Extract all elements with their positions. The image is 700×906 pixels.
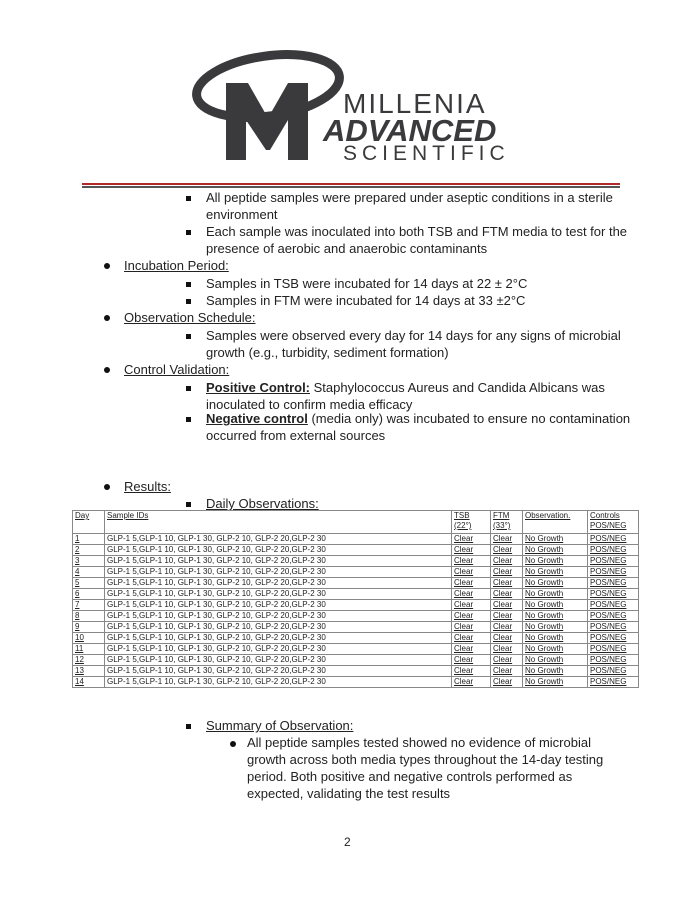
square-bullet-icon: [186, 334, 191, 339]
tsb-cell: Clear: [452, 622, 491, 633]
ftm-cell: Clear: [491, 666, 523, 677]
prep-bullet-1-line2: environment: [206, 207, 278, 222]
controls-cell: POS/NEG: [588, 655, 639, 666]
controls-cell: POS/NEG: [588, 644, 639, 655]
controls-cell: POS/NEG: [588, 556, 639, 567]
controls-cell: POS/NEG: [588, 633, 639, 644]
daily-observations-heading: Daily Observations:: [206, 496, 319, 511]
sample-ids-cell: GLP-1 5,GLP-1 10, GLP-1 30, GLP-2 10, GLP-2 20,GLP-2 30: [105, 545, 452, 556]
sample-ids-cell: GLP-1 5,GLP-1 10, GLP-1 30, GLP-2 10, GLP-2 20,GLP-2 30: [105, 578, 452, 589]
summary-line-4: expected, validating the test results: [247, 786, 451, 801]
header-controls: Controls POS/NEG: [588, 511, 639, 534]
positive-control-line1: [206, 379, 605, 396]
tsb-cell: Clear: [452, 534, 491, 545]
observation-cell: No Growth: [523, 611, 588, 622]
table-row: [73, 600, 639, 611]
square-bullet-icon: [186, 196, 191, 201]
controls-cell: POS/NEG: [588, 578, 639, 589]
table-row: [73, 633, 639, 644]
sample-ids-cell: GLP-1 5,GLP-1 10, GLP-1 30, GLP-2 10, GLP-2 20,GLP-2 30: [105, 644, 452, 655]
table-row: [73, 556, 639, 567]
ftm-cell: Clear: [491, 611, 523, 622]
logo-text-millenia: MILLENIA: [343, 88, 487, 119]
observation-cell: No Growth: [523, 567, 588, 578]
prep-bullet-1-line1: All peptide samples were prepared under aseptic conditions in a sterile: [206, 190, 613, 205]
ftm-cell: Clear: [491, 545, 523, 556]
table-row: [73, 644, 639, 655]
prep-bullet-2-line2: presence of aerobic and anaerobic contaminants: [206, 241, 488, 256]
incubation-item-2: Samples in FTM were incubated for 14 days at 33 ±2°C: [206, 293, 526, 308]
observation-cell: No Growth: [523, 644, 588, 655]
tsb-cell: Clear: [452, 666, 491, 677]
ftm-cell: Clear: [491, 633, 523, 644]
negative-control-line2: occurred from external sources: [206, 428, 386, 443]
table-row: [73, 611, 639, 622]
tsb-cell: Clear: [452, 677, 491, 688]
square-bullet-icon: [186, 386, 191, 391]
sample-ids-cell: GLP-1 5,GLP-1 10, GLP-1 30, GLP-2 10, GLP-2 20,GLP-2 30: [105, 677, 452, 688]
results-heading: Results:: [124, 479, 171, 494]
header-day: Day: [73, 511, 105, 534]
observation-cell: No Growth: [523, 600, 588, 611]
day-cell: 14: [73, 677, 105, 688]
day-cell: 3: [73, 556, 105, 567]
square-bullet-icon: [186, 299, 191, 304]
day-cell: 10: [73, 633, 105, 644]
summary-line-2: growth across both media types throughout the 14-day testing: [247, 752, 604, 767]
page-number: 2: [344, 835, 351, 849]
tsb-cell: Clear: [452, 600, 491, 611]
observation-cell: No Growth: [523, 677, 588, 688]
table-row: [73, 655, 639, 666]
controls-cell: POS/NEG: [588, 677, 639, 688]
table-header-row: [73, 511, 639, 534]
negative-control-line1: [206, 410, 630, 427]
header-sample-ids: Sample IDs: [105, 511, 452, 534]
ftm-cell: Clear: [491, 655, 523, 666]
day-cell: 6: [73, 589, 105, 600]
sample-ids-cell: GLP-1 5,GLP-1 10, GLP-1 30, GLP-2 10, GLP-2 20,GLP-2 30: [105, 600, 452, 611]
ftm-cell: Clear: [491, 600, 523, 611]
controls-cell: POS/NEG: [588, 622, 639, 633]
control-heading: Control Validation:: [124, 362, 230, 377]
controls-cell: POS/NEG: [588, 600, 639, 611]
table-row: [73, 589, 639, 600]
observation-cell: No Growth: [523, 666, 588, 677]
daily-observations-table: [72, 510, 639, 688]
observation-cell: No Growth: [523, 556, 588, 567]
positive-control-label: Positive Control:: [206, 380, 311, 395]
ftm-cell: Clear: [491, 677, 523, 688]
tsb-cell: Clear: [452, 556, 491, 567]
day-cell: 11: [73, 644, 105, 655]
negative-control-label: Negative control: [206, 411, 308, 426]
square-bullet-icon: [186, 230, 191, 235]
round-bullet-icon: [230, 741, 236, 747]
square-bullet-icon: [186, 502, 191, 507]
controls-cell: POS/NEG: [588, 589, 639, 600]
day-cell: 13: [73, 666, 105, 677]
observation-line1: Samples were observed every day for 14 days for any signs of microbial: [206, 328, 621, 343]
tsb-cell: Clear: [452, 545, 491, 556]
ftm-cell: Clear: [491, 622, 523, 633]
summary-line-3: period. Both positive and negative controls performed as: [247, 769, 573, 784]
tsb-cell: Clear: [452, 633, 491, 644]
tsb-cell: Clear: [452, 611, 491, 622]
header-rule-red: [82, 183, 620, 185]
day-cell: 8: [73, 611, 105, 622]
ftm-cell: Clear: [491, 567, 523, 578]
negative-control-text: (media only) was incubated to ensure no contamination: [307, 411, 631, 426]
observation-cell: No Growth: [523, 578, 588, 589]
sample-ids-cell: GLP-1 5,GLP-1 10, GLP-1 30, GLP-2 10, GLP-2 20,GLP-2 30: [105, 655, 452, 666]
square-bullet-icon: [186, 282, 191, 287]
tsb-cell: Clear: [452, 644, 491, 655]
square-bullet-icon: [186, 417, 191, 422]
observation-cell: No Growth: [523, 633, 588, 644]
tsb-cell: Clear: [452, 589, 491, 600]
table-row: [73, 677, 639, 688]
ftm-cell: Clear: [491, 578, 523, 589]
observation-cell: No Growth: [523, 589, 588, 600]
round-bullet-icon: [104, 484, 110, 490]
day-cell: 1: [73, 534, 105, 545]
day-cell: 12: [73, 655, 105, 666]
header-tsb: TSB (22°): [452, 511, 491, 534]
observation-cell: No Growth: [523, 655, 588, 666]
logo-text-advanced: ADVANCED: [323, 113, 497, 148]
controls-cell: POS/NEG: [588, 545, 639, 556]
day-cell: 7: [73, 600, 105, 611]
day-cell: 9: [73, 622, 105, 633]
incubation-heading: Incubation Period:: [124, 258, 229, 273]
controls-cell: POS/NEG: [588, 611, 639, 622]
observation-heading: Observation Schedule:: [124, 310, 256, 325]
table-row: [73, 534, 639, 545]
square-bullet-icon: [186, 724, 191, 729]
round-bullet-icon: [104, 367, 110, 373]
round-bullet-icon: [104, 315, 110, 321]
sample-ids-cell: GLP-1 5,GLP-1 10, GLP-1 30, GLP-2 10, GLP-2 20,GLP-2 30: [105, 611, 452, 622]
prep-bullet-2-line1: Each sample was inoculated into both TSB and FTM media to test for the: [206, 224, 628, 239]
logo-text-scientific: SCIENTIFIC: [343, 142, 510, 165]
summary-line-1: All peptide samples tested showed no evidence of microbial: [247, 735, 591, 750]
table-row: [73, 567, 639, 578]
observation-line2: growth (e.g., turbidity, sediment formation): [206, 345, 449, 360]
controls-cell: POS/NEG: [588, 534, 639, 545]
sample-ids-cell: GLP-1 5,GLP-1 10, GLP-1 30, GLP-2 10, GLP-2 20,GLP-2 30: [105, 666, 452, 677]
controls-cell: POS/NEG: [588, 567, 639, 578]
sample-ids-cell: GLP-1 5,GLP-1 10, GLP-1 30, GLP-2 10, GLP-2 20,GLP-2 30: [105, 589, 452, 600]
ftm-cell: Clear: [491, 644, 523, 655]
positive-control-text: Staphylococcus Aureus and Candida Albicans was: [310, 380, 605, 395]
day-cell: 5: [73, 578, 105, 589]
round-bullet-icon: [104, 263, 110, 269]
sample-ids-cell: GLP-1 5,GLP-1 10, GLP-1 30, GLP-2 10, GLP-2 20,GLP-2 30: [105, 622, 452, 633]
day-cell: 2: [73, 545, 105, 556]
summary-heading: Summary of Observation:: [206, 718, 354, 733]
table-row: [73, 545, 639, 556]
header-ftm: FTM (33°): [491, 511, 523, 534]
header-rule-dark: [82, 186, 620, 188]
controls-cell: POS/NEG: [588, 666, 639, 677]
sample-ids-cell: GLP-1 5,GLP-1 10, GLP-1 30, GLP-2 10, GLP-2 20,GLP-2 30: [105, 556, 452, 567]
ftm-cell: Clear: [491, 589, 523, 600]
tsb-cell: Clear: [452, 567, 491, 578]
table-row: [73, 578, 639, 589]
header-observation: Observation.: [523, 511, 588, 534]
tsb-cell: Clear: [452, 578, 491, 589]
table-row: [73, 666, 639, 677]
sample-ids-cell: GLP-1 5,GLP-1 10, GLP-1 30, GLP-2 10, GLP-2 20,GLP-2 30: [105, 633, 452, 644]
positive-control-line2: inoculated to confirm media efficacy: [206, 397, 413, 412]
observation-cell: No Growth: [523, 545, 588, 556]
sample-ids-cell: GLP-1 5,GLP-1 10, GLP-1 30, GLP-2 10, GLP-2 20,GLP-2 30: [105, 534, 452, 545]
sample-ids-cell: GLP-1 5,GLP-1 10, GLP-1 30, GLP-2 10, GLP-2 20,GLP-2 30: [105, 567, 452, 578]
incubation-item-1: Samples in TSB were incubated for 14 days at 22 ± 2°C: [206, 276, 528, 291]
day-cell: 4: [73, 567, 105, 578]
observation-cell: No Growth: [523, 622, 588, 633]
ftm-cell: Clear: [491, 534, 523, 545]
observation-cell: No Growth: [523, 534, 588, 545]
tsb-cell: Clear: [452, 655, 491, 666]
ftm-cell: Clear: [491, 556, 523, 567]
table-row: [73, 622, 639, 633]
